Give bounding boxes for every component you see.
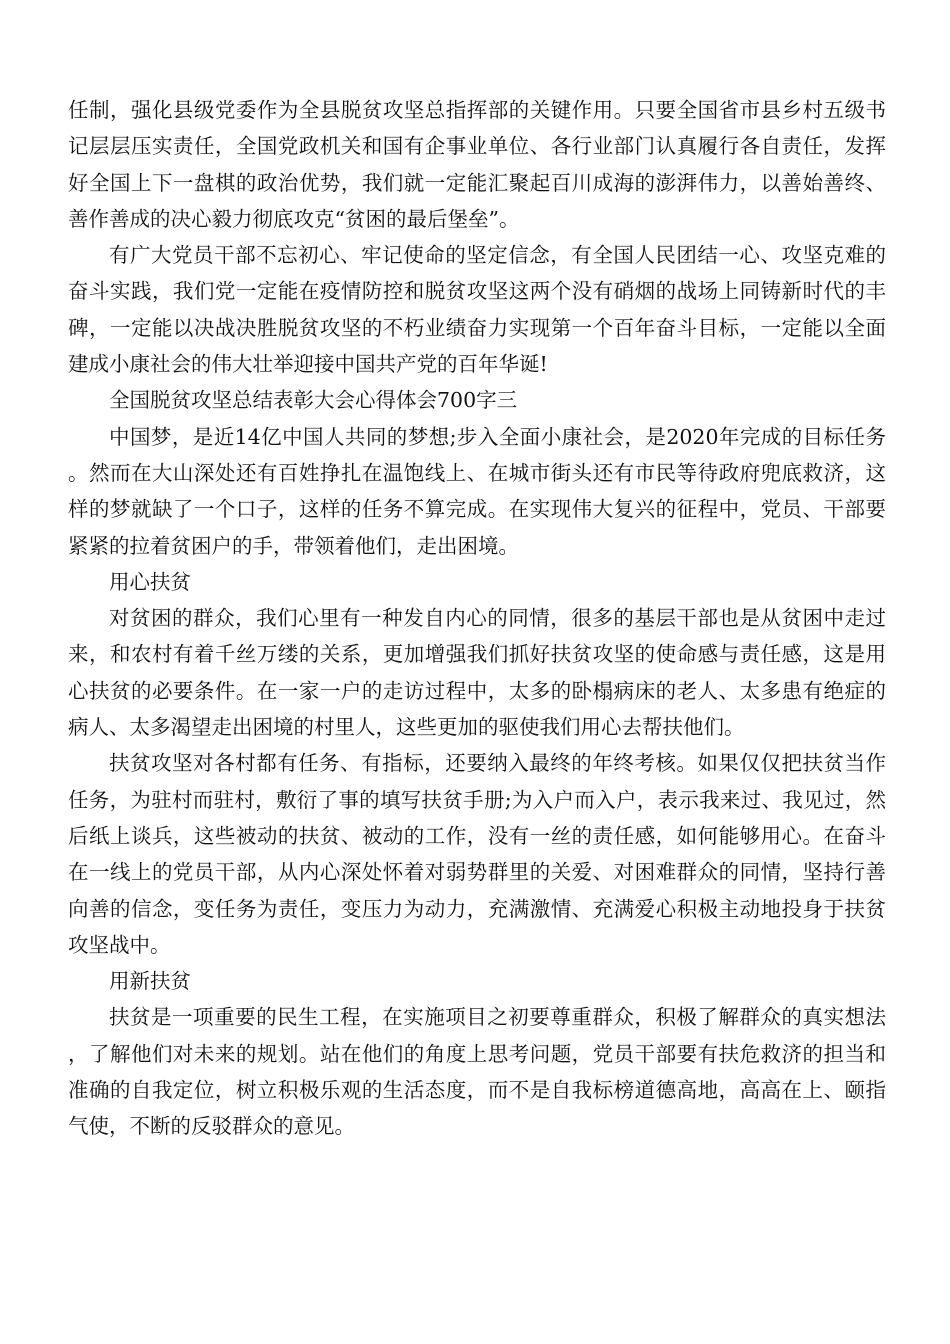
subsection-heading: 用新扶贫 [109,969,191,994]
paragraph-body: 有广大党员干部不忘初心、牢记使命的坚定信念，有全国人民团结一心、攻坚克难的奋斗实践，我们党一定能在疫情防控和脱贫攻坚这两个没有硝烟的战场上同铸新时代的丰碑，一定能以决战决胜脱贫攻坚的不朽业绩奋力实现第一个百年奋斗目标，一定能以全面建成小康社会的伟大壮举迎接中国共产党的百年华诞! [68,243,886,377]
paragraph-body: 扶贫是一项重要的民生工程，在实施项目之初要尊重群众，积极了解群众的真实想法，了解他们对未来的规划。站在他们的角度上思考问题，党员干部要有扶危救济的担当和准确的自我定位，树立积极乐观的生活态度，而不是自我标榜道德高地，高高在上、颐指气使，不断的反驳群众的意见。 [68,1005,886,1139]
paragraph-body: 中国梦，是近14亿中国人共同的梦想;步入全面小康社会，是2020年完成的目标任务。然而在大山深处还有百姓挣扎在温饱线上、在城市街头还有市民等待政府兜底救济，这样的梦就缺了一个口子，这样的任务不算完成。在实现伟大复兴的征程中，党员、干部要紧紧的拉着贫困户的手，带领着他们，走出困境。 [68,424,886,558]
section-heading: 全国脱贫攻坚总结表彰大会心得体会700字三 [109,388,518,413]
document-page [68,92,886,1145]
paragraph-continuation: 任制，强化县级党委作为全县脱贫攻坚总指挥部的关键作用。只要全国省市县乡村五级书记层层压实责任，全国党政机关和国有企事业单位、各行业部门认真履行各自责任，发挥好全国上下一盘棋的政治优势，我们就一定能汇聚起百川成海的澎湃伟力，以善始善终、善作善成的决心毅力彻底攻克“贫困的最后堡垒”。 [68,98,886,231]
subsection-heading: 用心扶贫 [109,569,191,594]
paragraph-body: 对贫困的群众，我们心里有一种发自内心的同情，很多的基层干部也是从贫困中走过来，和农村有着千丝万缕的关系，更加增强我们抓好扶贫攻坚的使命感与责任感，这是用心扶贫的必要条件。在一家一户的走访过程中，太多的卧榻病床的老人、太多患有绝症的病人、太多渴望走出困境的村里人，这些更加的驱使我们用心去帮扶他们。 [68,606,886,740]
paragraph-body: 扶贫攻坚对各村都有任务、有指标，还要纳入最终的年终考核。如果仅仅把扶贫当作任务，为驻村而驻村，敷衍了事的填写扶贫手册;为入户而入户，表示我来过、我见过，然后纸上谈兵，这些被动的扶贫、被动的工作，没有一丝的责任感，如何能够用心。在奋斗在一线上的党员干部，从内心深处怀着对弱势群里的关爱、对困难群众的同情，坚持行善向善的信念，变任务为责任，变压力为动力，充满激情、充满爱心积极主动地投身于扶贫攻坚战中。 [68,751,886,957]
